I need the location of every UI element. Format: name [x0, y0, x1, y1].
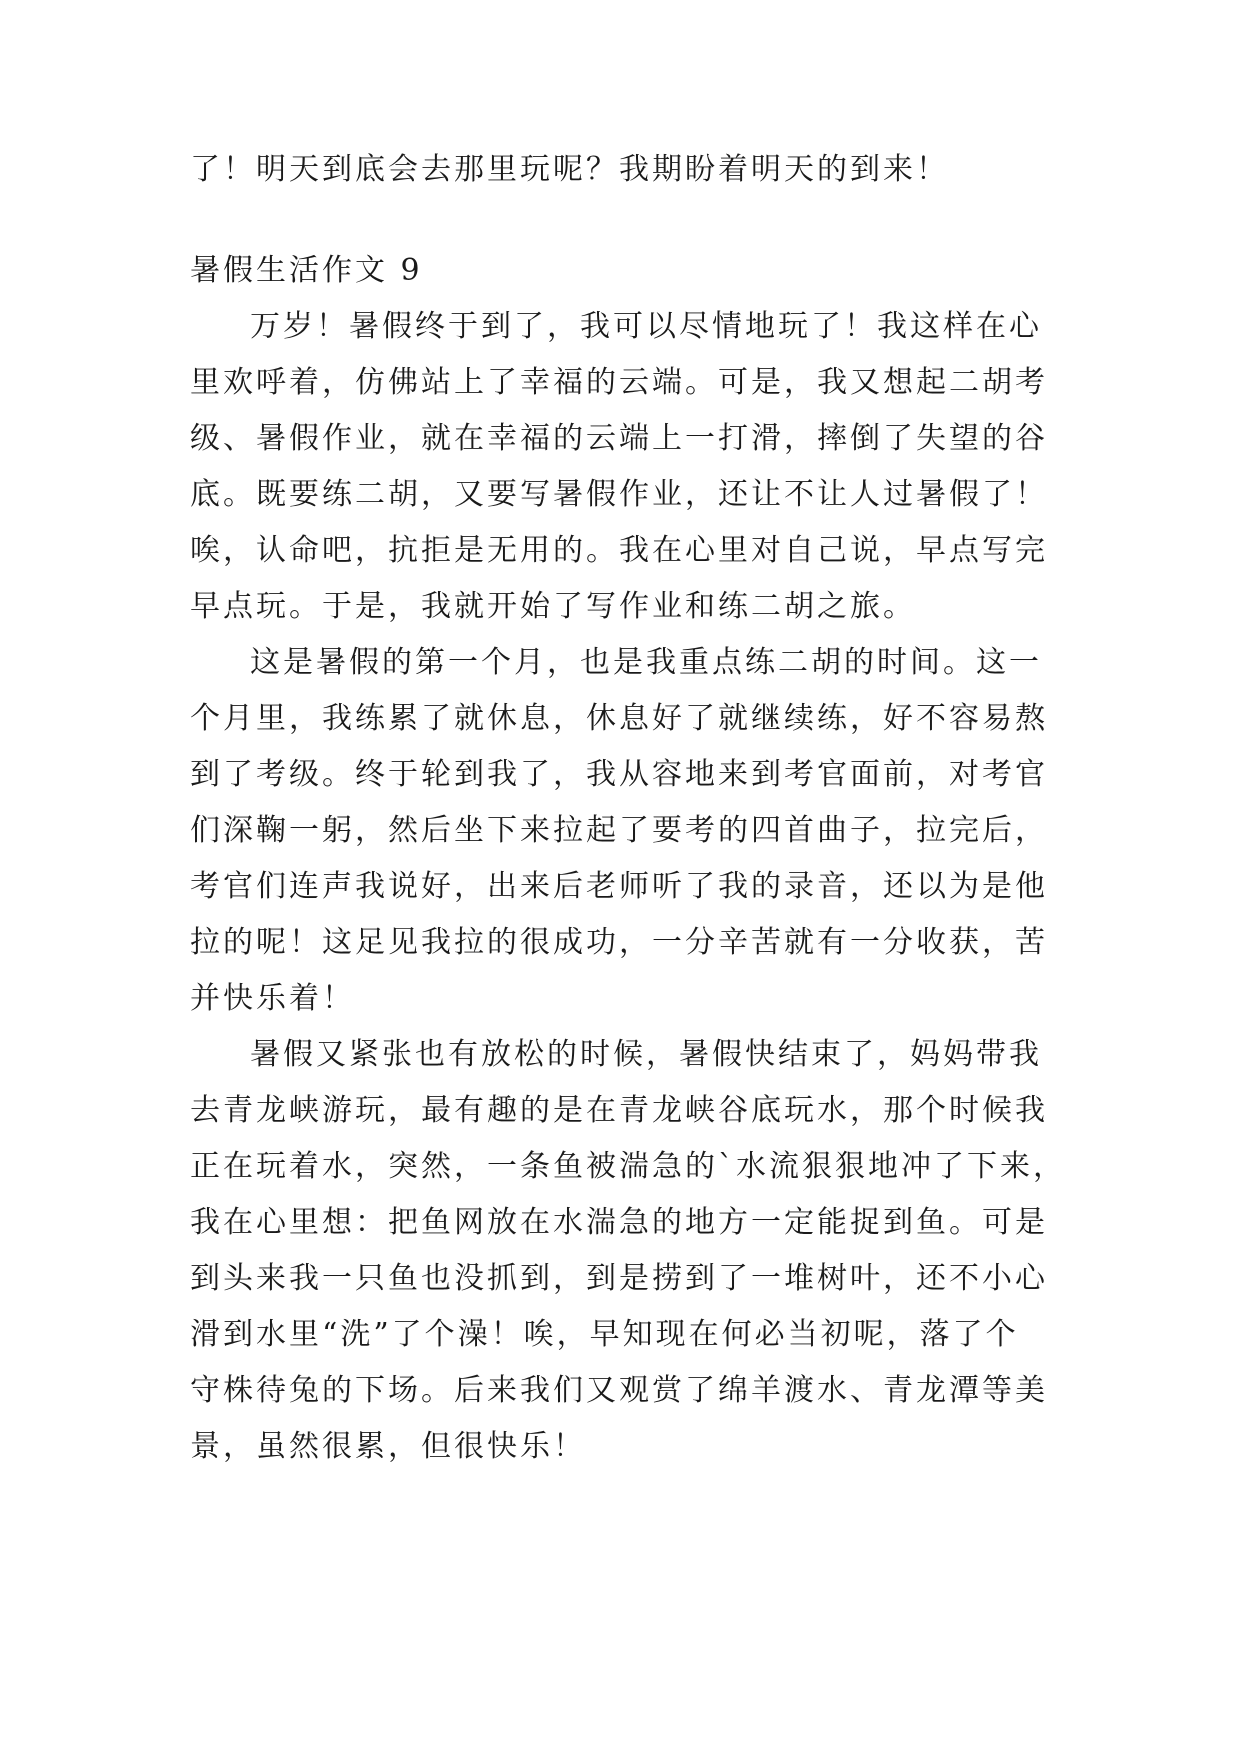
paragraph-3-line-7: 守株待兔的下场。后来我们又观赏了绵羊渡水、青龙潭等美	[190, 1373, 1048, 1408]
paragraph-1-line-1: 万岁！暑假终于到了，我可以尽情地玩了！我这样在心	[250, 309, 1042, 344]
paragraph-2-line-3: 到了考级。终于轮到我了，我从容地来到考官面前，对考官	[190, 757, 1048, 792]
paragraph-1-line-4: 底。既要练二胡，又要写暑假作业，还让不让人过暑假了！	[190, 477, 1048, 512]
paragraph-3-line-2: 去青龙峡游玩，最有趣的是在青龙峡谷底玩水，那个时候我	[190, 1093, 1048, 1128]
paragraph-2-line-4: 们深鞠一躬，然后坐下来拉起了要考的四首曲子，拉完后，	[190, 813, 1048, 848]
paragraph-2-line-7: 并快乐着！	[190, 981, 355, 1016]
paragraph-3-line-3: 正在玩着水，突然，一条鱼被湍急的`水流狠狠地冲了下来，	[190, 1149, 1066, 1184]
paragraph-2-line-2: 个月里，我练累了就休息，休息好了就继续练，好不容易熬	[190, 701, 1048, 736]
paragraph-1-line-3: 级、暑假作业，就在幸福的云端上一打滑，摔倒了失望的谷	[190, 421, 1048, 456]
paragraph-3-line-4: 我在心里想：把鱼网放在水湍急的地方一定能捉到鱼。可是	[190, 1205, 1048, 1240]
paragraph-1-line-5: 唉，认命吧，抗拒是无用的。我在心里对自己说，早点写完	[190, 533, 1048, 568]
paragraph-3-line-6: 滑到水里“洗”了个澡！唉，早知现在何必当初呢，落了个	[190, 1317, 1019, 1352]
section-title: 暑假生活作文 9	[190, 253, 423, 288]
paragraph-2-line-6: 拉的呢！这足见我拉的很成功，一分辛苦就有一分收获，苦	[190, 925, 1048, 960]
paragraph-2-line-5: 考官们连声我说好，出来后老师听了我的录音，还以为是他	[190, 869, 1048, 904]
paragraph-2-line-1: 这是暑假的第一个月，也是我重点练二胡的时间。这一	[250, 645, 1042, 680]
opening-line: 了！明天到底会去那里玩呢？我期盼着明天的到来！	[190, 152, 949, 187]
paragraph-1-line-2: 里欢呼着，仿佛站上了幸福的云端。可是，我又想起二胡考	[190, 365, 1048, 400]
paragraph-3-line-8: 景，虽然很累，但很快乐！	[190, 1429, 586, 1464]
paragraph-1-line-6: 早点玩。于是，我就开始了写作业和练二胡之旅。	[190, 589, 916, 624]
paragraph-3-line-1: 暑假又紧张也有放松的时候，暑假快结束了，妈妈带我	[250, 1037, 1042, 1072]
paragraph-3-line-5: 到头来我一只鱼也没抓到，到是捞到了一堆树叶，还不小心	[190, 1261, 1048, 1296]
